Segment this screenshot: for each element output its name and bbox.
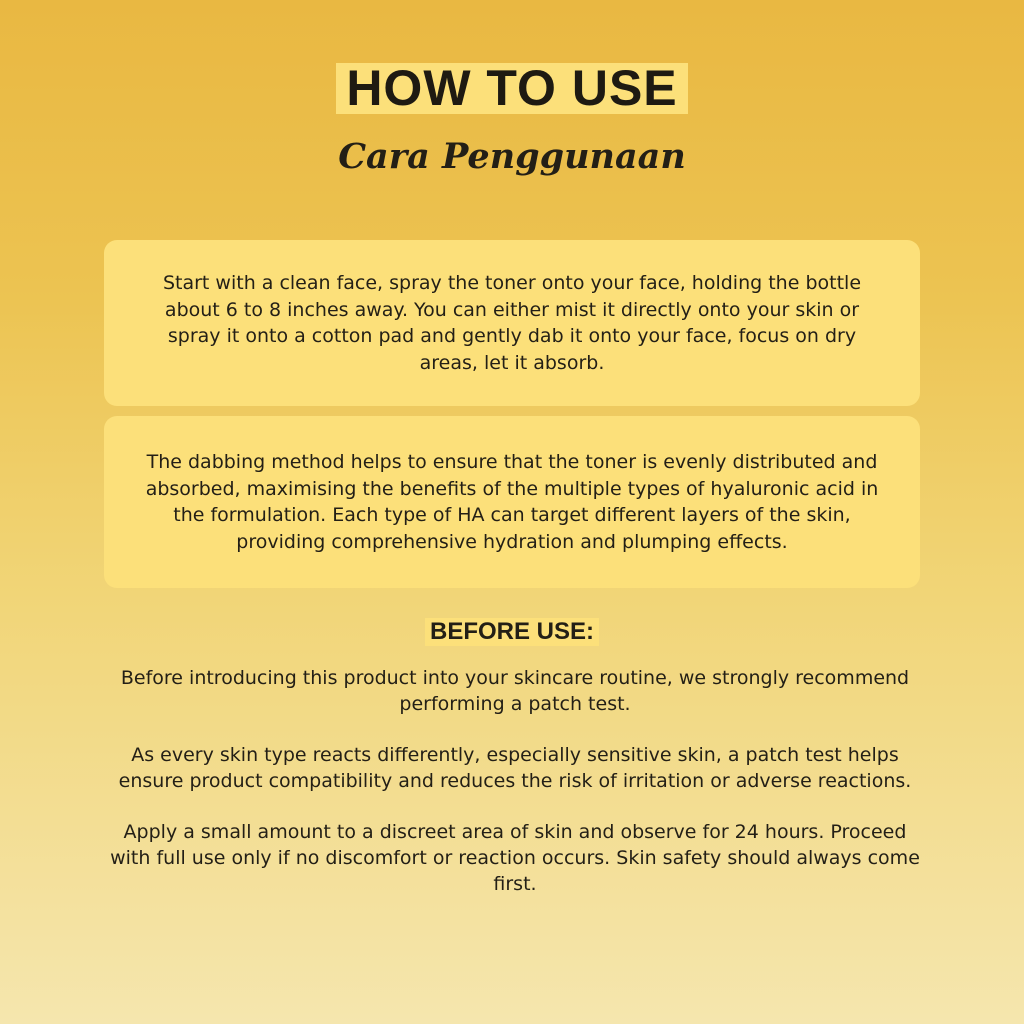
before-use-heading: BEFORE USE: [425,618,599,646]
instruction-card-1-text: Start with a clean face, spray the toner onto your face, holding the bottle about 6 to 8 inches away. You can either mist it directly onto your skin or spray it onto a cotton pad and gently dab it onto your face, focus on dry areas, let it absorb. [162,272,862,374]
page-title: HOW TO USE [336,63,687,114]
title-container [0,60,1024,116]
before-use-paragraph-3: Apply a small amount to a discreet area of skin and observe for 24 hours. Proceed with full use only if no discomfort or reaction occurs. Skin safety should always come first. [110,821,920,895]
page-subtitle: Cara Penggunaan [338,136,686,177]
before-use-paragraph-2: As every skin type reacts differently, especially sensitive skin, a patch test helps ensure product compatibility and reduces the risk of irritation or adverse reactions. [118,744,912,792]
before-use-heading-container [0,618,1024,646]
instruction-card-1 [104,240,920,406]
before-use-paragraph-1: Before introducing this product into your skincare routine, we strongly recommend performing a patch test. [120,667,910,715]
instruction-card-2 [104,416,920,588]
instruction-card-2-text: The dabbing method helps to ensure that the toner is evenly distributed and absorbed, maximising the benefits of the multiple types of hyaluronic acid in the formulation. Each type of HA can target different layers of the skin, providing comprehensive hydration and plumping effects. [145,451,879,553]
